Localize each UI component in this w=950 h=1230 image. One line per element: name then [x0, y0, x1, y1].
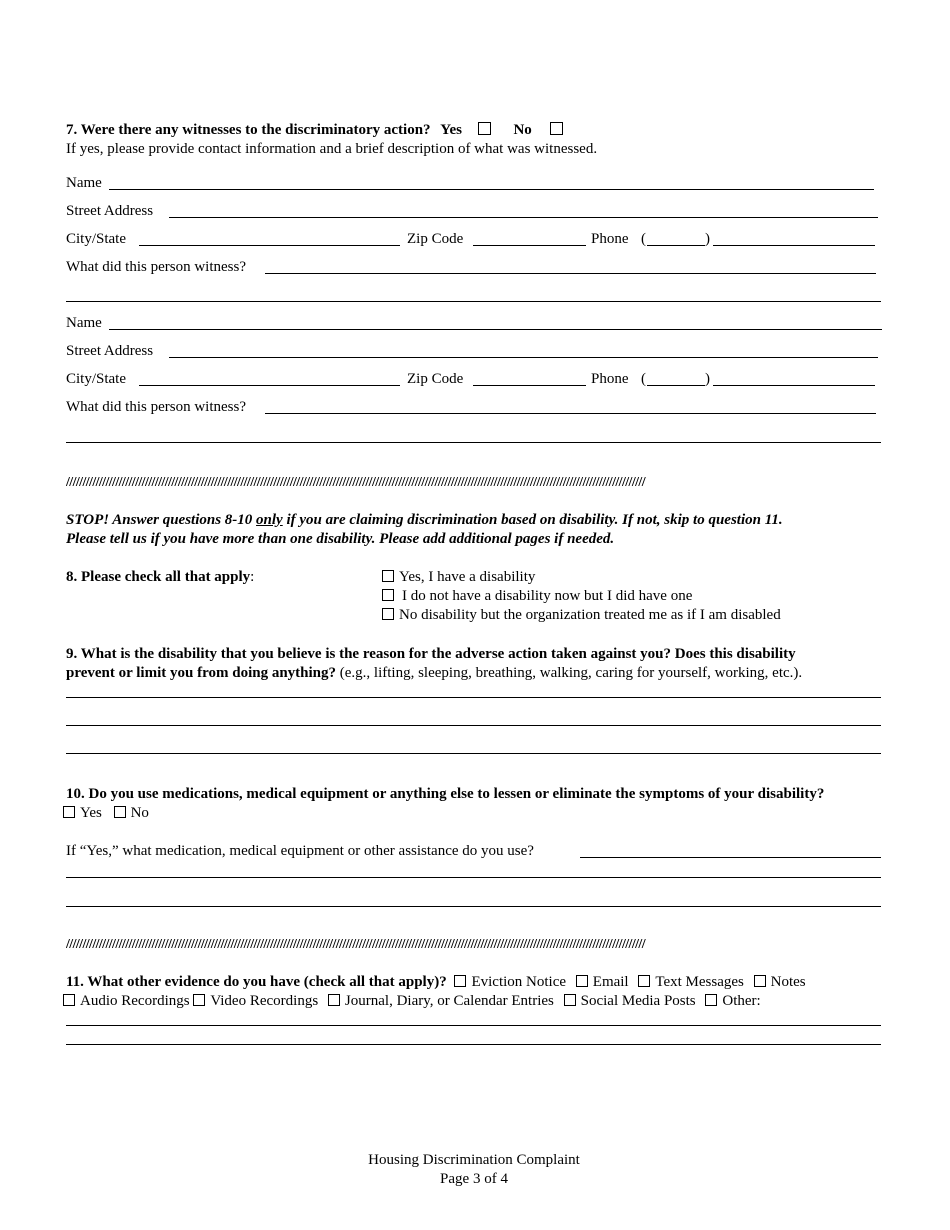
- q11-question: 11. What other evidence do you have (check all that apply)?: [66, 974, 447, 990]
- stop-notice-part1: STOP! Answer questions 8-10: [66, 512, 257, 528]
- q7-yes-label: Yes: [440, 122, 462, 138]
- q9-question-line2-rest: (e.g., lifting, sleeping, breathing, walking, caring for yourself, working, etc.).: [336, 665, 803, 681]
- q11-journal-label: Journal, Diary, or Calendar Entries: [344, 993, 554, 1009]
- section-divider-1: ////////////////////////////////////////////////////////////////////////////////////////////////////////////////////////////////////////////////////////////////////////////////: [66, 475, 645, 490]
- witness1-name-field[interactable]: [109, 189, 874, 190]
- witness1-phone-label: Phone: [591, 231, 629, 247]
- q10-yes-label: Yes: [80, 805, 102, 821]
- q11-eviction-checkbox[interactable]: [454, 975, 466, 987]
- q8-option-1[interactable]: [382, 568, 535, 587]
- q11-other-checkbox[interactable]: [705, 994, 717, 1006]
- q11-email-label: Email: [592, 974, 629, 990]
- q10-options: [63, 804, 149, 823]
- witness2-street-field[interactable]: [169, 357, 878, 358]
- q11-row-1: [66, 973, 806, 992]
- q10-followup-label: If “Yes,” what medication, medical equipment or other assistance do you use?: [66, 843, 534, 859]
- witness2-phone-area-field[interactable]: [647, 385, 705, 386]
- q9-answer-line-2[interactable]: [66, 725, 881, 726]
- q11-notes-label: Notes: [770, 974, 806, 990]
- witness2-zip-label: Zip Code: [407, 371, 464, 387]
- q8-option-1-label: Yes, I have a disability: [399, 569, 536, 585]
- q8-option-2-label: I do not have a disability now but I did have one: [402, 588, 693, 604]
- q10-answer-line-2[interactable]: [66, 877, 881, 878]
- q9-answer-line-1[interactable]: [66, 697, 881, 698]
- witness2-witness-field-line2[interactable]: [66, 442, 881, 443]
- q9-question-line2: [66, 664, 802, 683]
- q11-text-messages-checkbox[interactable]: [638, 975, 650, 987]
- q10-no-checkbox[interactable]: [114, 806, 126, 818]
- q8-option-3-checkbox[interactable]: [382, 608, 394, 620]
- q8-option-2-checkbox[interactable]: [382, 589, 394, 601]
- witness1-name-label: Name: [66, 175, 102, 191]
- witness1-phone-close-paren: ): [705, 231, 710, 247]
- witness1-city-field[interactable]: [139, 245, 400, 246]
- witness1-witness-field-line2[interactable]: [66, 301, 881, 302]
- witness2-phone-field[interactable]: [713, 385, 875, 386]
- witness2-witness-field[interactable]: [265, 413, 876, 414]
- footer-title: Housing Discrimination Complaint: [368, 1152, 580, 1168]
- q7-instruction: If yes, please provide contact information and a brief description of what was witnessed.: [66, 141, 598, 157]
- form-page: [66, 0, 882, 1230]
- q8-option-3-label: No disability but the organization treated me as if I am disabled: [399, 607, 781, 623]
- stop-notice-part2: if you are claiming discrimination based on disability. If not, skip to question 11.: [282, 512, 783, 528]
- witness1-phone-field[interactable]: [713, 245, 875, 246]
- witness2-name-field[interactable]: [109, 329, 882, 330]
- witness2-street-label: Street Address: [66, 343, 154, 359]
- q10-followup-field[interactable]: [580, 857, 881, 858]
- witness2-phone-label: Phone: [591, 371, 629, 387]
- q8-question: [66, 568, 254, 587]
- witness1-street-label: Street Address: [66, 203, 154, 219]
- q8-option-1-checkbox[interactable]: [382, 570, 394, 582]
- stop-notice-line1: [66, 511, 783, 530]
- witness1-phone-area-field[interactable]: [647, 245, 705, 246]
- q9-question-line2-bold: prevent or limit you from doing anything?: [66, 665, 337, 681]
- q10-answer-line-3[interactable]: [66, 906, 881, 907]
- witness1-witness-field[interactable]: [265, 273, 876, 274]
- witness2-city-field[interactable]: [139, 385, 400, 386]
- q11-social-media-label: Social Media Posts: [580, 993, 696, 1009]
- section-divider-2: ////////////////////////////////////////////////////////////////////////////////////////////////////////////////////////////////////////////////////////////////////////////////: [66, 937, 645, 952]
- q11-other-label: Other:: [722, 993, 761, 1009]
- q7-question: [66, 121, 568, 140]
- witness1-zip-label: Zip Code: [407, 231, 464, 247]
- witness1-phone-open-paren: (: [641, 231, 646, 247]
- q10-yes-checkbox[interactable]: [63, 806, 75, 818]
- stop-notice-only: only: [256, 512, 283, 528]
- q11-text-messages-label: Text Messages: [655, 974, 744, 990]
- witness2-city-label: City/State: [66, 371, 126, 387]
- q7-yes-checkbox[interactable]: [478, 122, 491, 135]
- stop-notice-line2: Please tell us if you have more than one disability. Please add additional pages if needed.: [66, 531, 615, 547]
- witness1-city-label: City/State: [66, 231, 126, 247]
- q11-answer-line-1[interactable]: [66, 1025, 881, 1026]
- q11-row-2: [63, 992, 761, 1011]
- q8-option-3[interactable]: [382, 606, 781, 625]
- q8-option-2[interactable]: [382, 587, 692, 606]
- witness2-phone-close-paren: ): [705, 371, 710, 387]
- q11-answer-line-2[interactable]: [66, 1044, 881, 1045]
- witness2-witness-label: What did this person witness?: [66, 399, 246, 415]
- q11-audio-label: Audio Recordings: [80, 993, 190, 1009]
- q11-email-checkbox[interactable]: [576, 975, 588, 987]
- witness2-name-label: Name: [66, 315, 102, 331]
- q9-question-line1: 9. What is the disability that you believe is the reason for the adverse action taken against you? Does this disability: [66, 646, 796, 662]
- q8-colon: :: [250, 569, 255, 585]
- q9-answer-line-3[interactable]: [66, 753, 881, 754]
- q11-journal-checkbox[interactable]: [328, 994, 340, 1006]
- witness1-zip-field[interactable]: [473, 245, 586, 246]
- q11-video-label: Video Recordings: [210, 993, 319, 1009]
- q11-video-checkbox[interactable]: [193, 994, 205, 1006]
- witness2-phone-open-paren: (: [641, 371, 646, 387]
- footer-page-number: Page 3 of 4: [440, 1171, 508, 1187]
- q8-question-text: 8. Please check all that apply: [66, 569, 251, 585]
- q7-no-label: No: [513, 122, 532, 138]
- q11-social-media-checkbox[interactable]: [564, 994, 576, 1006]
- witness1-street-field[interactable]: [169, 217, 878, 218]
- witness2-zip-field[interactable]: [473, 385, 586, 386]
- q10-question: 10. Do you use medications, medical equipment or anything else to lessen or eliminate the symptoms of your disability?: [66, 786, 825, 802]
- q7-no-checkbox[interactable]: [550, 122, 563, 135]
- q10-no-label: No: [130, 805, 149, 821]
- q11-notes-checkbox[interactable]: [754, 975, 766, 987]
- q7-question-text: 7. Were there any witnesses to the discriminatory action?: [66, 122, 431, 138]
- q11-eviction-label: Eviction Notice: [471, 974, 567, 990]
- q11-audio-checkbox[interactable]: [63, 994, 75, 1006]
- witness1-witness-label: What did this person witness?: [66, 259, 246, 275]
